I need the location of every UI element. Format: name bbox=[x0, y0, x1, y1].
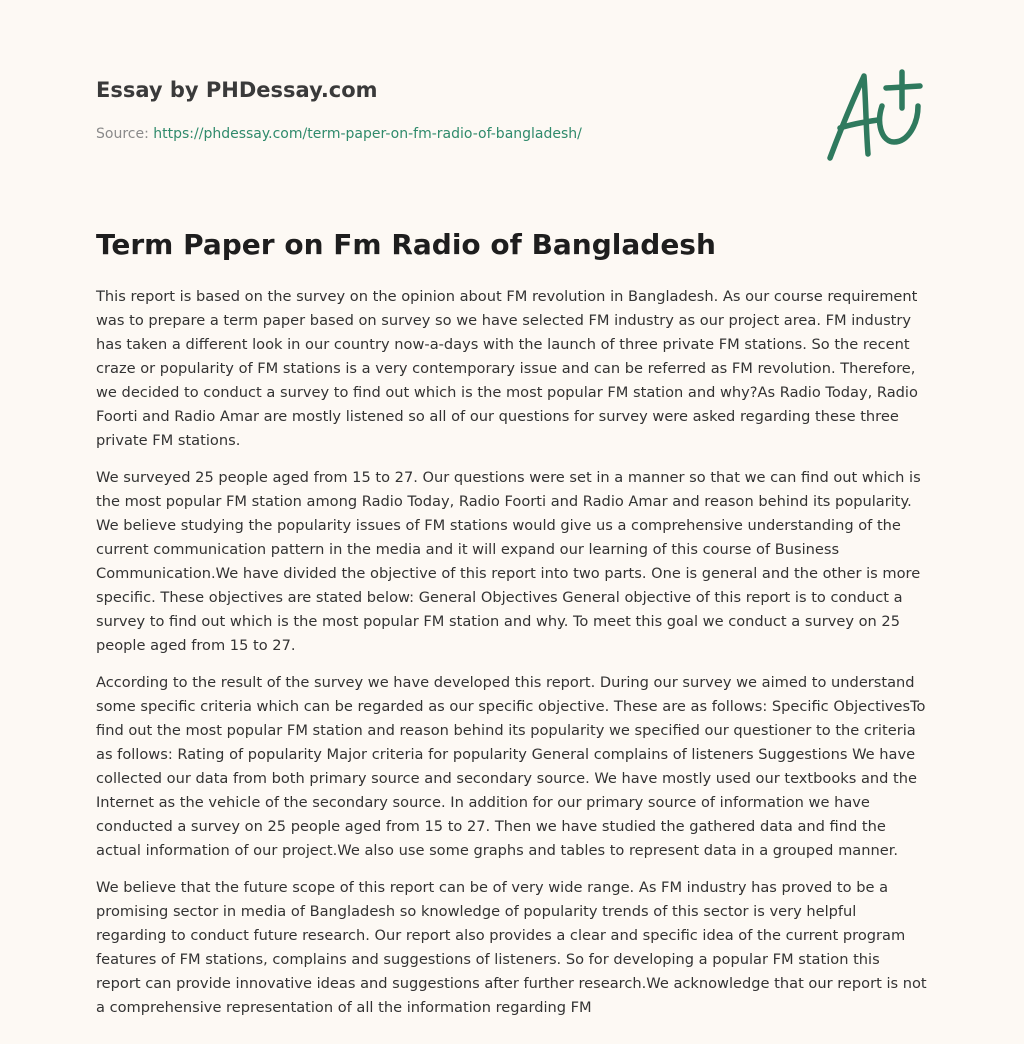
source-line bbox=[96, 124, 796, 144]
paragraph: This report is based on the survey on the opinion about FM revolution in Bangladesh. As our course requirement was to prepare a term paper based on survey so we have selected FM industry as our project area. FM industry has taken a different look in our country now-a-days with the launch of three private FM stations. So the recent craze or popularity of FM stations is a very contemporary issue and can be referred as FM revolution. Therefore, we decided to conduct a survey to find out which is the most popular FM station and why?As Radio Today, Radio Foorti and Radio Amar are mostly listened so all of our questions for survey were asked regarding these three private FM stations. bbox=[96, 288, 918, 449]
site-title: Essay by PHDessay.com bbox=[96, 78, 378, 102]
a-plus-icon bbox=[820, 64, 930, 168]
source-link[interactable]: https://phdessay.com/term-paper-on-fm-radio-of-bangladesh/ bbox=[153, 126, 582, 142]
essay-header bbox=[96, 76, 796, 144]
source-label: Source: bbox=[96, 126, 149, 142]
document-title: Term Paper on Fm Radio of Bangladesh bbox=[96, 228, 716, 261]
paragraph: We surveyed 25 people aged from 15 to 27. Our questions were set in a manner so that we can find out which is the most popular FM station among Radio Today, Radio Foorti and Radio Amar and reason behind its popularity. We believe studying the popularity issues of FM stations would give us a comprehensive understanding of the current communication pattern in the media and it will expand our learning of this course of Business Communication.We have divided the objective of this report into two parts. One is general and the other is more specific. These objectives are stated below: General Objectives General objective of this report is to conduct a survey to find out which is the most popular FM station and why. To meet this goal we conduct a survey on 25 people aged from 15 to 27. bbox=[96, 469, 921, 654]
paragraph: According to the result of the survey we have developed this report. During our survey we aimed to understand some specific criteria which can be regarded as our specific objective. These are as follows: Specific ObjectivesTo find out the most popular FM station and reason behind its popularity we specified our questioner to the criteria as follows: Rating of popularity Major criteria for popularity General complains of listeners Suggestions We have collected our data from both primary source and secondary source. We have mostly used our textbooks and the Internet as the vehicle of the secondary source. In addition for our primary source of information we have conducted a survey on 25 people aged from 15 to 27. Then we have studied the gathered data and find the actual information of our project.We also use some graphs and tables to represent data in a grouped manner. bbox=[96, 674, 926, 859]
paragraph: We believe that the future scope of this report can be of very wide range. As FM industry has proved to be a promising sector in media of Bangladesh so knowledge of popularity trends of this sector is very helpful regarding to conduct future research. Our report also provides a clear and specific idea of the current program features of FM stations, complains and suggestions of listeners. So for developing a popular FM station this report can provide innovative ideas and suggestions after further research.We acknowledge that our report is not a comprehensive representation of all the information regarding FM bbox=[96, 879, 927, 1016]
essay-body bbox=[96, 285, 928, 1033]
